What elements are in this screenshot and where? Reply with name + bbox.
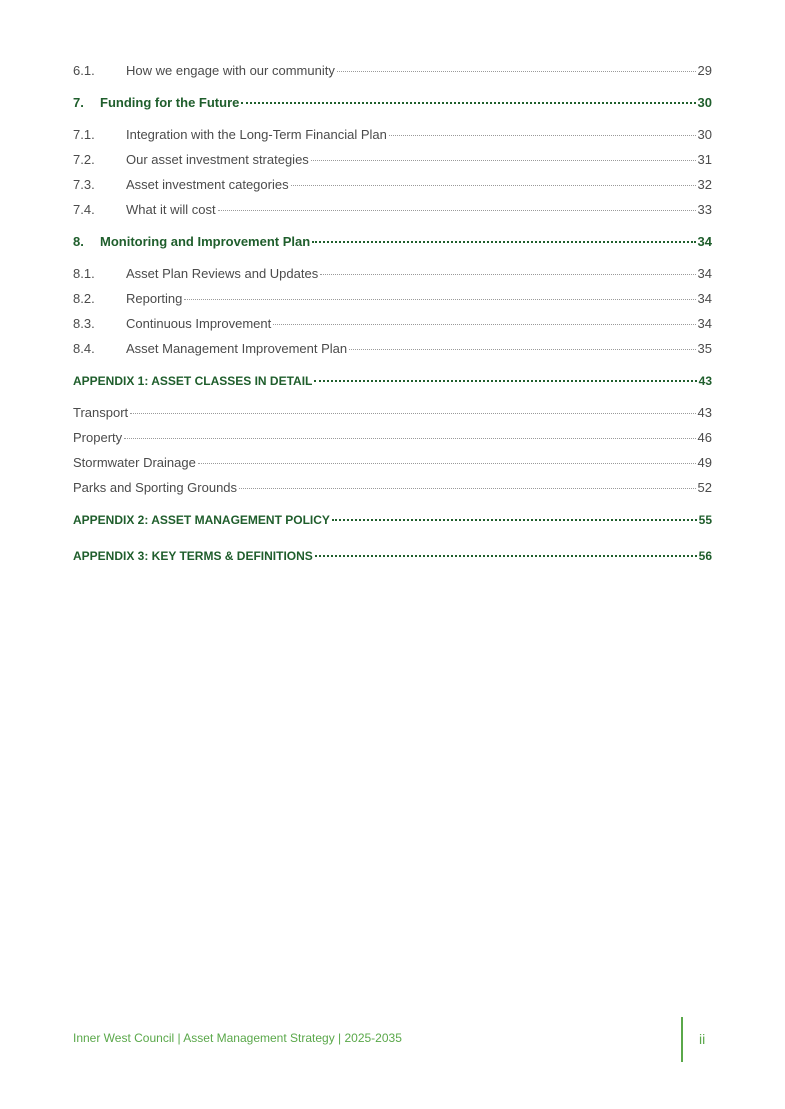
toc-entry-8-4[interactable]: [73, 336, 712, 361]
toc-entry-page: 30: [697, 95, 712, 110]
toc-entry-page: 34: [697, 266, 712, 281]
dot-leader: [241, 102, 695, 104]
dot-leader: [130, 413, 695, 414]
dot-leader: [314, 380, 696, 382]
toc-entry-7-1[interactable]: [73, 122, 712, 147]
toc-entry-title: Integration with the Long-Term Financial Plan: [126, 127, 387, 142]
dot-leader: [315, 555, 697, 557]
toc-entry-number: 7.2.: [73, 152, 95, 167]
toc-entry-number: 7.4.: [73, 202, 95, 217]
toc-entry-page: 34: [697, 234, 712, 249]
toc-entry-parks-sporting-grounds[interactable]: [73, 475, 712, 500]
toc-entry-title: Property: [73, 430, 123, 445]
toc-entry-7-3[interactable]: [73, 172, 712, 197]
toc-entry-title: Reporting: [126, 291, 183, 306]
toc-entry-number: 6.1.: [73, 63, 95, 78]
toc-appendix-3[interactable]: [73, 540, 712, 572]
toc-entry-7-4[interactable]: [73, 197, 712, 222]
toc-entry-page: 31: [697, 152, 712, 167]
toc-entry-number: 8.3.: [73, 316, 95, 331]
dot-leader: [349, 349, 695, 350]
toc-entry-page: 52: [697, 480, 712, 495]
dot-leader: [184, 299, 695, 300]
toc-entry-title: Asset Management Improvement Plan: [126, 341, 348, 356]
toc-entry-number: 8.2.: [73, 291, 95, 306]
toc-entry-number: 7.3.: [73, 177, 95, 192]
dot-leader: [239, 488, 695, 489]
toc-entry-7-2[interactable]: [73, 147, 712, 172]
toc-entry-page: 33: [697, 202, 712, 217]
toc-entry-page: 43: [697, 405, 712, 420]
toc-entry-page: 29: [697, 63, 712, 78]
toc-entry-number: 8.1.: [73, 266, 95, 281]
table-of-contents: [73, 58, 712, 575]
toc-entry-title: Continuous Improvement: [126, 316, 272, 331]
toc-entry-page: 43: [698, 374, 712, 388]
toc-entry-transport[interactable]: [73, 400, 712, 425]
toc-entry-page: 32: [697, 177, 712, 192]
toc-entry-6-1[interactable]: [73, 58, 712, 83]
toc-entry-title: Our asset investment strategies: [126, 152, 309, 167]
toc-entry-title: Transport: [73, 405, 129, 420]
dot-leader: [291, 185, 696, 186]
toc-entry-8-1[interactable]: [73, 261, 712, 286]
dot-leader: [311, 160, 696, 161]
toc-entry-title: APPENDIX 3: KEY TERMS & DEFINITIONS: [73, 549, 313, 563]
toc-entry-title: What it will cost: [126, 202, 216, 217]
toc-entry-number: 7.1.: [73, 127, 95, 142]
footer-document-title: Inner West Council | Asset Management Strategy | 2025-2035: [73, 1031, 402, 1045]
dot-leader: [218, 210, 696, 211]
dot-leader: [332, 519, 697, 521]
toc-heading-7[interactable]: [73, 87, 712, 119]
toc-entry-title: APPENDIX 2: ASSET MANAGEMENT POLICY: [73, 513, 330, 527]
toc-entry-page: 34: [697, 316, 712, 331]
toc-entry-page: 55: [698, 513, 712, 527]
toc-entry-title: Asset Plan Reviews and Updates: [126, 266, 319, 281]
dot-leader: [273, 324, 695, 325]
dot-leader: [320, 274, 695, 275]
dot-leader: [312, 241, 695, 243]
toc-entry-title: Monitoring and Improvement Plan: [100, 234, 311, 249]
toc-entry-title: Funding for the Future: [100, 95, 240, 110]
toc-entry-page: 56: [698, 549, 712, 563]
toc-entry-page: 34: [697, 291, 712, 306]
toc-entry-title: How we engage with our community: [126, 63, 335, 78]
toc-entry-8-2[interactable]: [73, 286, 712, 311]
toc-entry-property[interactable]: [73, 425, 712, 450]
toc-entry-number: 8.: [73, 234, 84, 249]
toc-entry-stormwater-drainage[interactable]: [73, 450, 712, 475]
toc-entry-title: Asset investment categories: [126, 177, 289, 192]
dot-leader: [337, 71, 696, 72]
toc-entry-title: APPENDIX 1: ASSET CLASSES IN DETAIL: [73, 374, 313, 388]
toc-entry-8-3[interactable]: [73, 311, 712, 336]
toc-entry-title: Parks and Sporting Grounds: [73, 480, 238, 495]
dot-leader: [389, 135, 696, 136]
toc-appendix-2[interactable]: [73, 504, 712, 536]
toc-heading-8[interactable]: [73, 226, 712, 258]
toc-entry-number: 7.: [73, 95, 84, 110]
toc-entry-title: Stormwater Drainage: [73, 455, 196, 470]
toc-entry-page: 30: [697, 127, 712, 142]
footer-page-number: ii: [699, 1031, 706, 1047]
toc-entry-page: 46: [697, 430, 712, 445]
toc-entry-page: 49: [697, 455, 712, 470]
dot-leader: [124, 438, 695, 439]
toc-entry-number: 8.4.: [73, 341, 95, 356]
footer-divider: [681, 1017, 683, 1062]
toc-entry-page: 35: [697, 341, 712, 356]
dot-leader: [198, 463, 696, 464]
toc-appendix-1[interactable]: [73, 365, 712, 397]
